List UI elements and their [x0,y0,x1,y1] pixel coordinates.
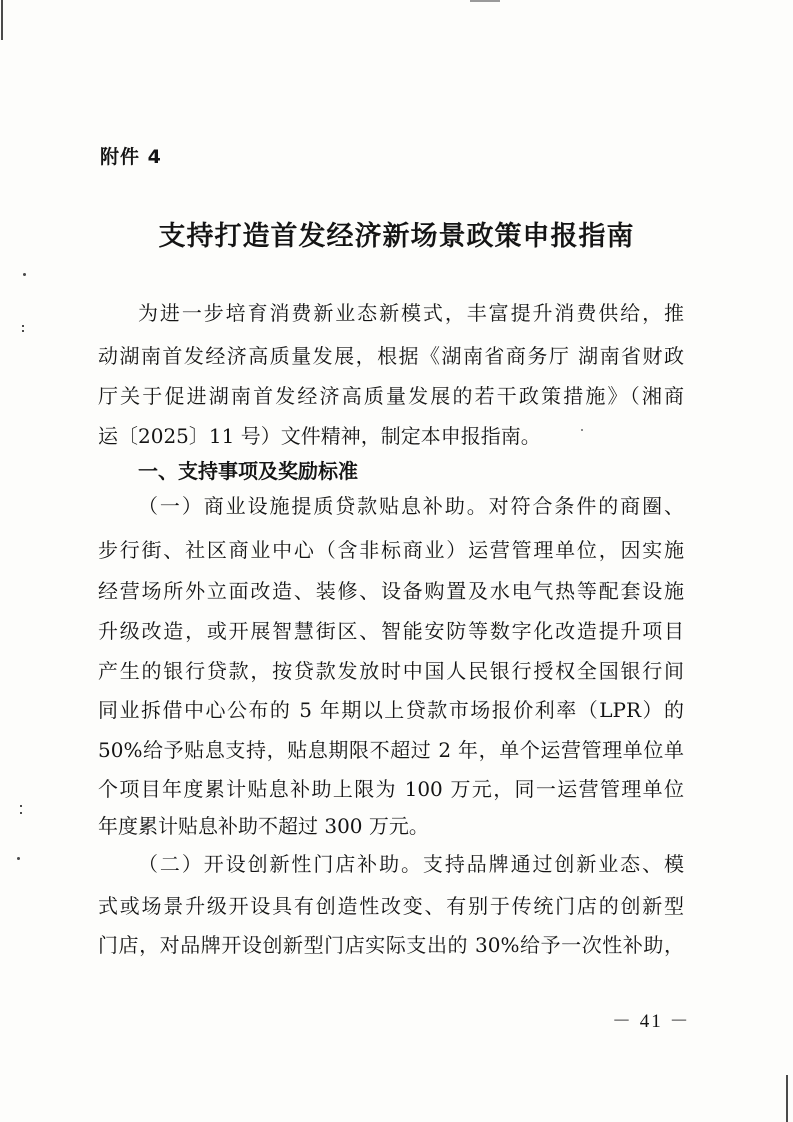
attachment-label: 附件 4 [100,146,162,168]
clause-2-line-1: （二）开设创新性门店补助。支持品牌通过创新业态、模 [138,852,684,876]
scan-dot [20,805,22,807]
clause-1-line-3: 经营场所外立面改造、装修、设备购置及水电气热等配套设施 [98,579,684,603]
section-heading-1: 一、支持事项及奖励标准 [138,459,358,483]
scan-edge-mark [1,0,3,40]
scan-dot [23,273,26,276]
scan-dot [581,429,583,431]
scan-dot [17,857,20,860]
page-number: － 41 － [612,1011,691,1032]
scan-edge-mark [786,1075,788,1122]
intro-line-1: 为进一步培育消费新业态新模式，丰富提升消费供给，推 [138,301,684,325]
clause-1-line-6: 同业拆借中心公布的 5 年期以上贷款市场报价利率（LPR）的 [98,698,684,722]
intro-line-2: 动湖南首发经济高质量发展，根据《湖南省商务厅 湖南省财政 [98,344,684,368]
clause-1-line-2: 步行街、社区商业中心（含非标商业）运营管理单位，因实施 [98,538,684,562]
clause-1-line-5: 产生的银行贷款，按贷款发放时中国人民银行授权全国银行间 [98,659,684,683]
scan-edge-mark [470,0,500,2]
clause-2-line-3: 门店，对品牌开设创新型门店实际支出的 30%给予一次性补助， [98,933,684,957]
scan-dot [20,812,22,814]
document-title: 支持打造首发经济新场景政策申报指南 [158,221,635,252]
clause-2-line-2: 式或场景升级开设具有创造性改变、有别于传统门店的创新型 [98,894,684,918]
intro-line-3: 厅关于促进湖南首发经济高质量发展的若干政策措施》（湘商 [98,384,684,408]
clause-1-line-7: 50%给予贴息支持，贴息期限不超过 2 年，单个运营管理单位单 [98,738,684,762]
scan-dot [22,330,24,332]
clause-1-line-9: 年度累计贴息补助不超过 300 万元。 [98,814,429,838]
scan-dot [22,325,24,327]
clause-1-line-4: 升级改造，或开展智慧街区、智能安防等数字化改造提升项目 [98,619,684,643]
clause-1-line-1: （一）商业设施提质贷款贴息补助。对符合条件的商圈、 [138,494,684,518]
clause-1-line-8: 个项目年度累计贴息补助上限为 100 万元，同一运营管理单位 [98,777,684,801]
intro-line-4: 运〔2025〕11 号）文件精神，制定本申报指南。 [98,424,541,448]
